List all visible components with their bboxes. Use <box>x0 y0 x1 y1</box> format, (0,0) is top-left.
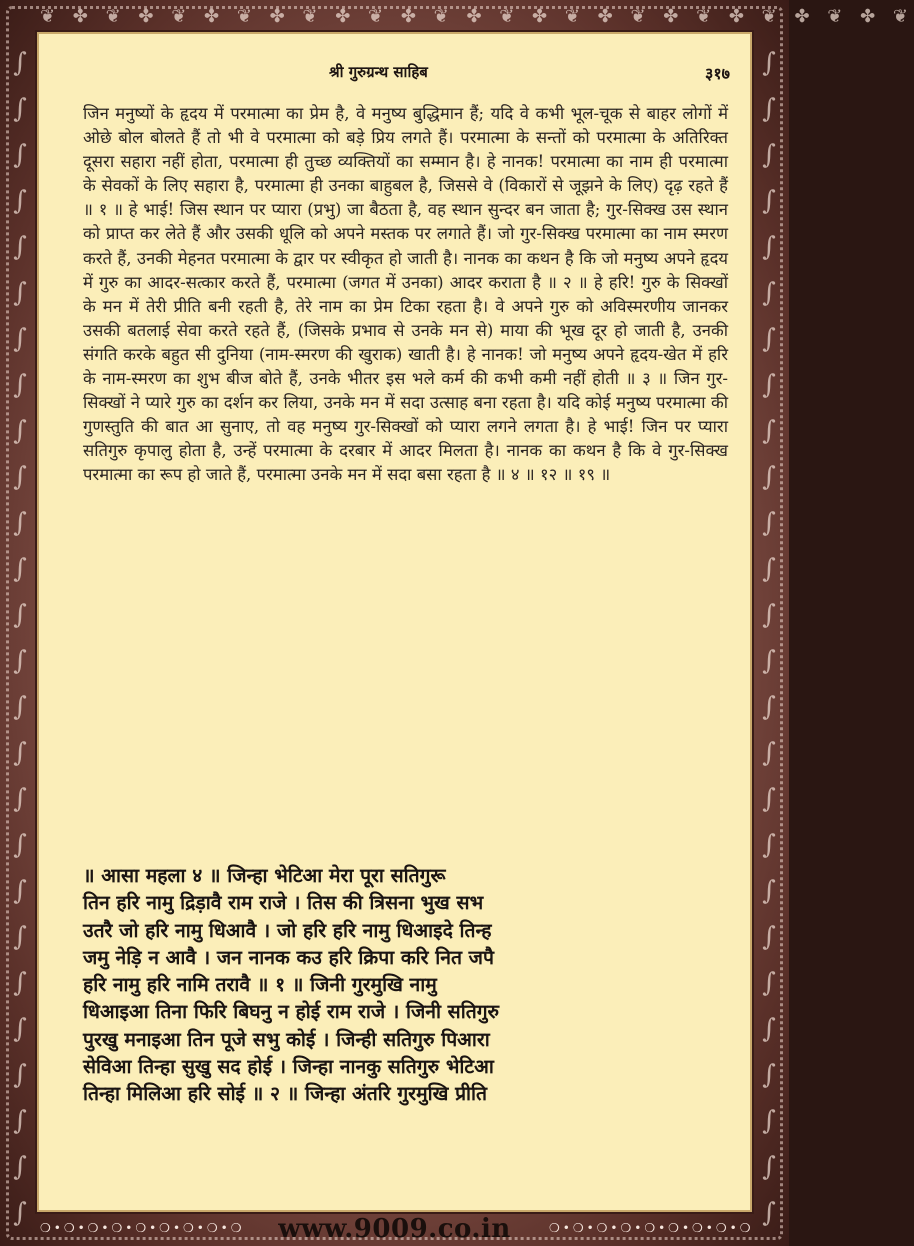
gurbani-line: सेविआ तिन्हा सुखु सद होई । जिन्हा नानकु सतिगुरु भेटिआ <box>83 1055 494 1079</box>
commentary-paragraph: जिन मनुष्यों के हृदय में परमात्मा का प्रेम है, वे मनुष्य बुद्धिमान हैं; यदि वे कभी भूल-चूक से बाहर लोगों में ओछे बोल बोलते हैं तो भी वे परमात्मा को बड़े प्रिय लगते हैं। परमात्मा के सन्तों को परमात्मा के अतिरिक्त दूसरा सहारा नहीं होता, परमात्मा ही तुच्छ व्यक्तियों का सम्मान है। हे नानक! परमात्मा का नाम ही परमात्मा के सेवकों के लिए सहारा है, परमात्मा ही उनका बाहुबल है, जिससे वे (विकारों से जूझने के लिए) दृढ़ रहते हैं ॥ १ ॥ हे भाई! जिस स्थान पर प्यारा (प्रभु) जा बैठता है, वह स्थान सुन्दर बन जाता है; गुर-सिक्ख उस स्थान को प्राप्त कर लेते हैं और उसकी धूलि को अपने मस्तक पर लगाते हैं। जो गुर-सिक्ख परमात्मा का नाम स्मरण करते हैं, उनकी मेहनत परमात्मा के द्वार पर स्वीकृत हो जाती है। नानक का कथन है कि जो मनुष्य अपने हृदय में गुरु का आदर-सत्कार करते हैं, परमात्मा (जगत में उनका) आदर कराता है ॥ २ ॥ हे हरि! गुरु के सिक्खों के मन में तेरी प्रीति बनी रहती है, तेरे नाम का प्रेम टिका रहता है। वे अपने गुरु को अविस्मरणीय जानकर उसकी बतलाई सेवा करते रहते हैं, (जिसके प्रभाव से उनके मन से) माया की भूख दूर हो जाती है, उनकी संगति करके बहुत सी दुनिया (नाम-स्मरण की खुराक) खाती है। हे नानक! जो मनुष्य अपने हृदय-खेत में हरि के नाम-स्मरण का शुभ बीज बोते हैं, उनके भीतर इस भले कर्म की कभी कमी नहीं होती ॥ ३ ॥ जिन गुर-सिक्खों ने प्यारे गुरु का दर्शन कर लिया, उनके मन में सदा उत्साह बना रहता है। यदि कोई मनुष्य परमात्मा की गुणस्तुति की बात आ सुनाए, तो वह मनुष्य गुर-सिक्खों को प्यारा लगने लगता है। हे भाई! जिन पर प्यारा सतिगुरु कृपालु होता है, उन्हें परमात्मा के दरबार में आदर मिलता है। नानक का कथन है कि वे गुर-सिक्ख परमात्मा का रूप हो जाते हैं, परमात्मा उनके मन में सदा बसा रहता है ॥ ४ ॥ १२ ॥ १९ ॥ <box>83 104 728 485</box>
gurbani-line: उतरै जो हरि नामु धिआवै । जो हरि हरि नामु धिआइदे तिन्ह <box>83 918 492 942</box>
scripture-page <box>37 32 752 1212</box>
gurbani-line: हरि नामु हरि नामि तरावै ॥ १ ॥ जिनी गुरमुखि नामु <box>83 973 437 997</box>
top-border-ornament: ❦ ✤ ❦ ✤ ❦ ✤ ❦ ✤ ❦ ✤ ❦ ✤ ❦ ✤ ❦ ✤ ❦ ✤ ❦ ✤ ❦ ✤ ❦ ✤ ❦ ✤ ❦ <box>40 6 914 27</box>
footer-right-ornament: ❍•❍•❍•❍•❍•❍•❍•❍•❍ <box>549 1221 754 1235</box>
book-title: श्री गुरुग्रन्थ साहिब <box>329 63 428 81</box>
gurbani-line: तिन हरि नामु द्रिड़ावै राम राजे । तिस की त्रिसना भुख सभ <box>83 891 484 915</box>
gurbani-line: ॥ आसा महला ४ ॥ जिन्हा भेटिआ मेरा पूरा सतिगुरू <box>83 864 446 887</box>
gurbani-line: पुरखु मनाइआ तिन पूजे सभु कोई । जिन्ही सतिगुरु पिआरा <box>83 1027 490 1051</box>
left-border-ornament: ∫ ∫ ∫ ∫ ∫ ∫ ∫ ∫ ∫ ∫ ∫ ∫ ∫ ∫ ∫ ∫ ∫ ∫ ∫ ∫ ∫ ∫ ∫ ∫ ∫ ∫ <box>13 48 27 1228</box>
page-number: ३१७ <box>705 64 730 83</box>
footer-left-ornament: ❍•❍•❍•❍•❍•❍•❍•❍•❍ <box>40 1221 245 1235</box>
gurbani-verse-block <box>83 862 733 1108</box>
gurbani-line: जमु नेड़ि न आवै । जन नानक कउ हरि क्रिपा करि नित जपै <box>83 945 494 969</box>
page-footer <box>0 1212 789 1246</box>
gurbani-line: तिन्हा मिलिआ हरि सोई ॥ २ ॥ जिन्हा अंतरि गुरमुखि प्रीति <box>83 1082 488 1106</box>
right-border-ornament: ∫ ∫ ∫ ∫ ∫ ∫ ∫ ∫ ∫ ∫ ∫ ∫ ∫ ∫ ∫ ∫ ∫ ∫ ∫ ∫ ∫ ∫ ∫ ∫ ∫ ∫ <box>762 48 776 1228</box>
page-header <box>37 62 752 92</box>
website-watermark: www.9009.co.in <box>278 1214 511 1244</box>
gurbani-line: धिआइआ तिना फिरि बिघनु न होई राम राजे । जिनी सतिगुरु <box>83 1000 500 1024</box>
